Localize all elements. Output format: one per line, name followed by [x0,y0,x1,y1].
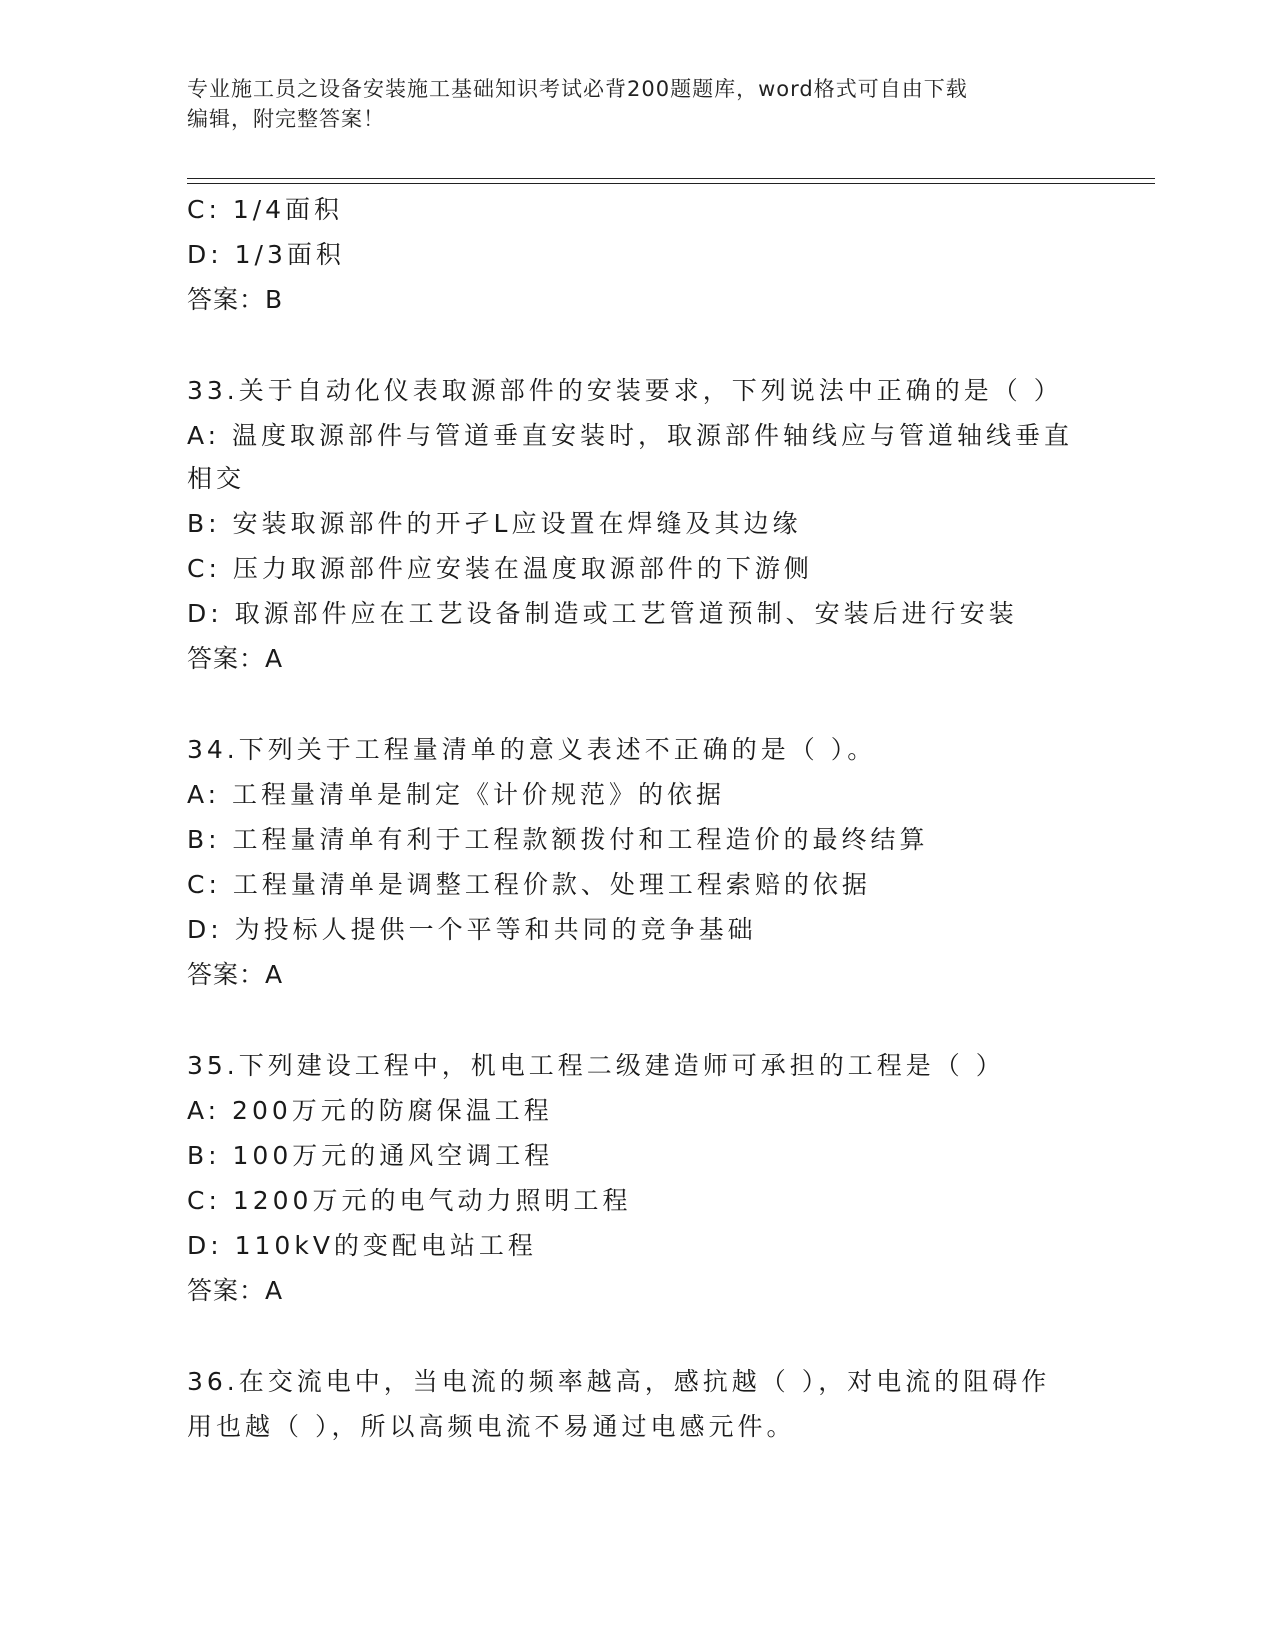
q35-option-a: A: 200万元的防腐保温工程 [187,1096,553,1125]
q33-option-a-continued: 相交 [187,464,246,493]
q34-option-c: C: 工程量清单是调整工程价款、处理工程索赔的依据 [187,870,871,899]
q33-option-a: A: 温度取源部件与管道垂直安装时，取源部件轴线应与管道轴线垂直 [187,421,1074,450]
q34-stem: 34.下列关于工程量清单的意义表述不正确的是（ ）。 [187,735,877,764]
header-divider-bottom [187,183,1155,184]
q34-option-b: B: 工程量清单有利于工程款额拨付和工程造价的最终结算 [187,825,929,854]
prev-option-d: D: 1/3面积 [187,240,345,269]
q33-option-d: D: 取源部件应在工艺设备制造或工艺管道预制、安装后进行安装 [187,599,1018,628]
q33-option-b: B: 安装取源部件的开孑L应设置在焊缝及其边缘 [187,509,802,538]
q33-option-c: C: 压力取源部件应安装在温度取源部件的下游侧 [187,554,813,583]
q36-stem-continued: 用也越（ ），所以高频电流不易通过电感元件。 [187,1412,796,1441]
q35-answer: 答案：A [187,1276,284,1305]
page-header [187,74,1067,134]
q35-option-b: B: 100万元的通风空调工程 [187,1141,554,1170]
q35-stem: 35.下列建设工程中，机电工程二级建造师可承担的工程是（ ） [187,1051,1005,1080]
header-line-2: 编辑，附完整答案！ [187,107,385,131]
q33-stem: 33.关于自动化仪表取源部件的安装要求，下列说法中正确的是（ ） [187,376,1063,405]
header-divider-top [187,178,1155,179]
q34-answer: 答案：A [187,960,284,989]
q35-option-c: C: 1200万元的电气动力照明工程 [187,1186,632,1215]
header-line-1: 专业施工员之设备安装施工基础知识考试必背200题题库，word格式可自由下载 [187,77,968,101]
q36-stem: 36.在交流电中，当电流的频率越高，感抗越（ ），对电流的阻碍作 [187,1367,1051,1396]
q34-option-d: D: 为投标人提供一个平等和共同的竞争基础 [187,915,757,944]
prev-answer: 答案：B [187,285,284,314]
q34-option-a: A: 工程量清单是制定《计价规范》的依据 [187,780,726,809]
q33-answer: 答案：A [187,644,284,673]
q35-option-d: D: 110kV的变配电站工程 [187,1231,537,1260]
prev-option-c: C: 1/4面积 [187,195,344,224]
